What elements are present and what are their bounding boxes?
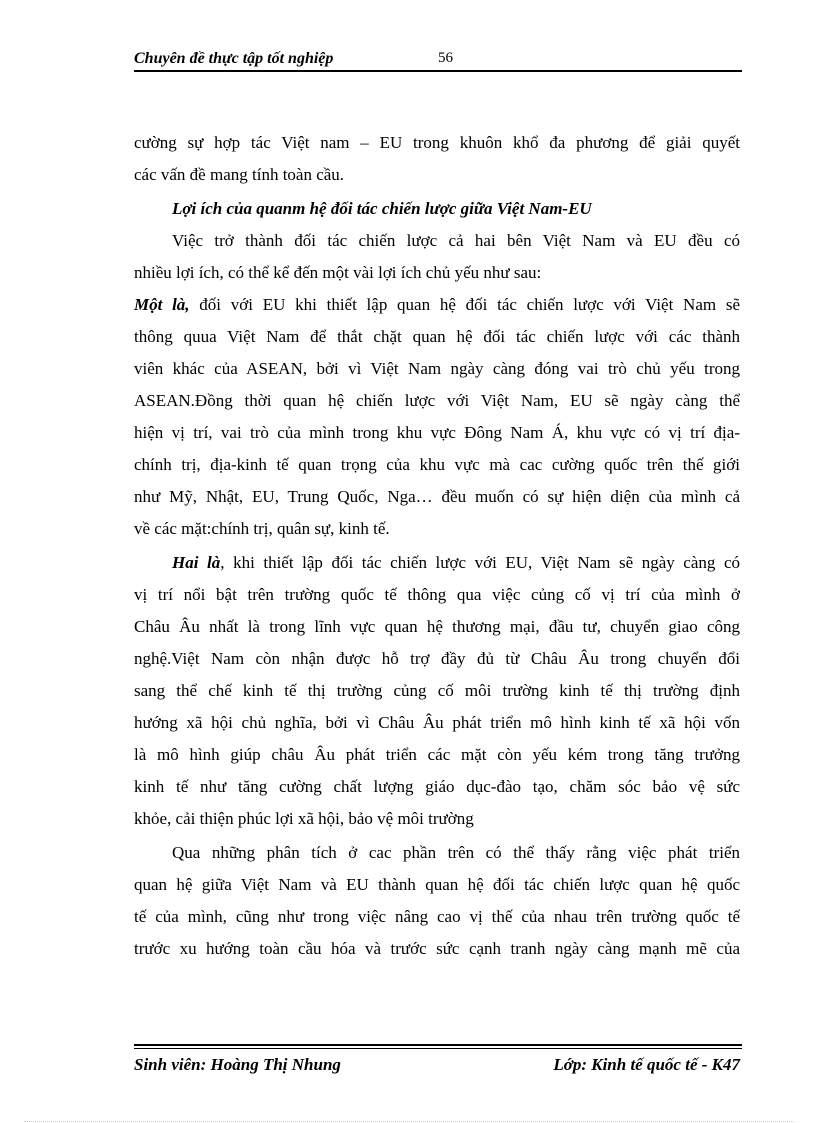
paragraph-label: Một là, (134, 295, 190, 314)
text-line: chính trị, địa-kinh tế quan trọng của khu vực mà cac cường quốc trên thế giới (134, 455, 740, 474)
text-line: thông quua Việt Nam để thắt chặt quan hệ đối tác chiến lược với các thành (134, 327, 740, 346)
text-line: vị trí nổi bật trên trường quốc tế thông qua việc củng cố vị trí của mình ở (134, 585, 740, 604)
text-line: sang thể chế kinh tế thị trường củng cố môi trường kinh tế thị trường định (134, 681, 740, 700)
text-line: viên khác của ASEAN, bởi vì Việt Nam ngày càng đóng vai trò chủ yếu trong (134, 359, 740, 378)
header-title: Chuyên đề thực tập tốt nghiệp (134, 50, 334, 67)
page-edge-divider (24, 1121, 794, 1122)
body-text (134, 127, 740, 965)
text-line: như Mỹ, Nhật, EU, Trung Quốc, Nga… đều muốn có sự hiện diện của mình cả (134, 487, 740, 506)
page-number: 56 (438, 50, 453, 66)
text-line (134, 289, 740, 321)
text-line: Châu Âu nhất là trong lĩnh vực quan hệ thương mại, đầu tư, chuyển giao công (134, 617, 740, 636)
page-footer (134, 1044, 742, 1084)
section-heading: Lợi ích của quanm hệ đối tác chiến lược giữa Việt Nam-EU (172, 199, 592, 218)
text-line: Qua những phân tích ở cac phần trên có thể thấy rằng việc phát triển (172, 843, 740, 862)
text-line: nhiều lợi ích, có thể kể đến một vài lợi ích chủ yếu như sau: (134, 263, 542, 282)
text-line: khỏe, cải thiện phúc lợi xã hội, bảo vệ môi trường (134, 809, 474, 828)
text-line: hướng xã hội chủ nghĩa, bởi vì Châu Âu phát triển mô hình kinh tế xã hội vốn (134, 713, 740, 732)
page-header (134, 44, 742, 74)
text-line: hiện vị trí, vai trò của mình trong khu vực Đông Nam Á, khu vực có vị trí địa- (134, 423, 740, 442)
paragraph-label: Hai là (172, 553, 221, 572)
text-line (134, 547, 740, 579)
text-line: ASEAN.Đồng thời quan hệ chiến lược với Việt Nam, EU sẽ ngày càng thể (134, 391, 740, 410)
header-rule (134, 70, 742, 72)
text-line: cường sự hợp tác Việt nam – EU trong khuôn khổ đa phương để giải quyết (134, 133, 740, 152)
text-line: tế của mình, cũng như trong việc nâng cao vị thế của nhau trên trường quốc tế (134, 907, 740, 926)
text-line: trước xu hướng toàn cầu hóa và trước sức cạnh tranh ngày càng mạnh mẽ của (134, 939, 740, 958)
text-line: Việc trở thành đối tác chiến lược cả hai bên Việt Nam và EU đều có (172, 231, 740, 250)
student-name: Sinh viên: Hoàng Thị Nhung (134, 1055, 341, 1074)
text-line: kinh tế như tăng cường chất lượng giáo dục-đào tạo, chăm sóc bảo vệ sức (134, 777, 740, 796)
text-line: nghệ.Việt Nam còn nhận được hỗ trợ đầy đủ từ Châu Âu trong chuyển đổi (134, 649, 740, 668)
footer-rule (134, 1044, 742, 1046)
text-line: là mô hình giúp châu Âu phát triển các mặt còn yếu kém trong tăng trưởng (134, 745, 740, 764)
text-line: về các mặt:chính trị, quân sự, kinh tế. (134, 519, 390, 538)
footer-rule (134, 1048, 742, 1049)
text-run: đối với EU khi thiết lập quan hệ đối tác chiến lược với Việt Nam sẽ (189, 295, 740, 314)
class-name: Lớp: Kinh tế quốc tế - K47 (553, 1055, 740, 1074)
text-line: các vấn đề mang tính toàn cầu. (134, 165, 345, 184)
text-run: , khi thiết lập đối tác chiến lược với EU, Việt Nam sẽ ngày càng có (220, 553, 740, 572)
text-line: quan hệ giữa Việt Nam và EU thành quan hệ đối tác chiến lược quan hệ quốc (134, 875, 740, 894)
